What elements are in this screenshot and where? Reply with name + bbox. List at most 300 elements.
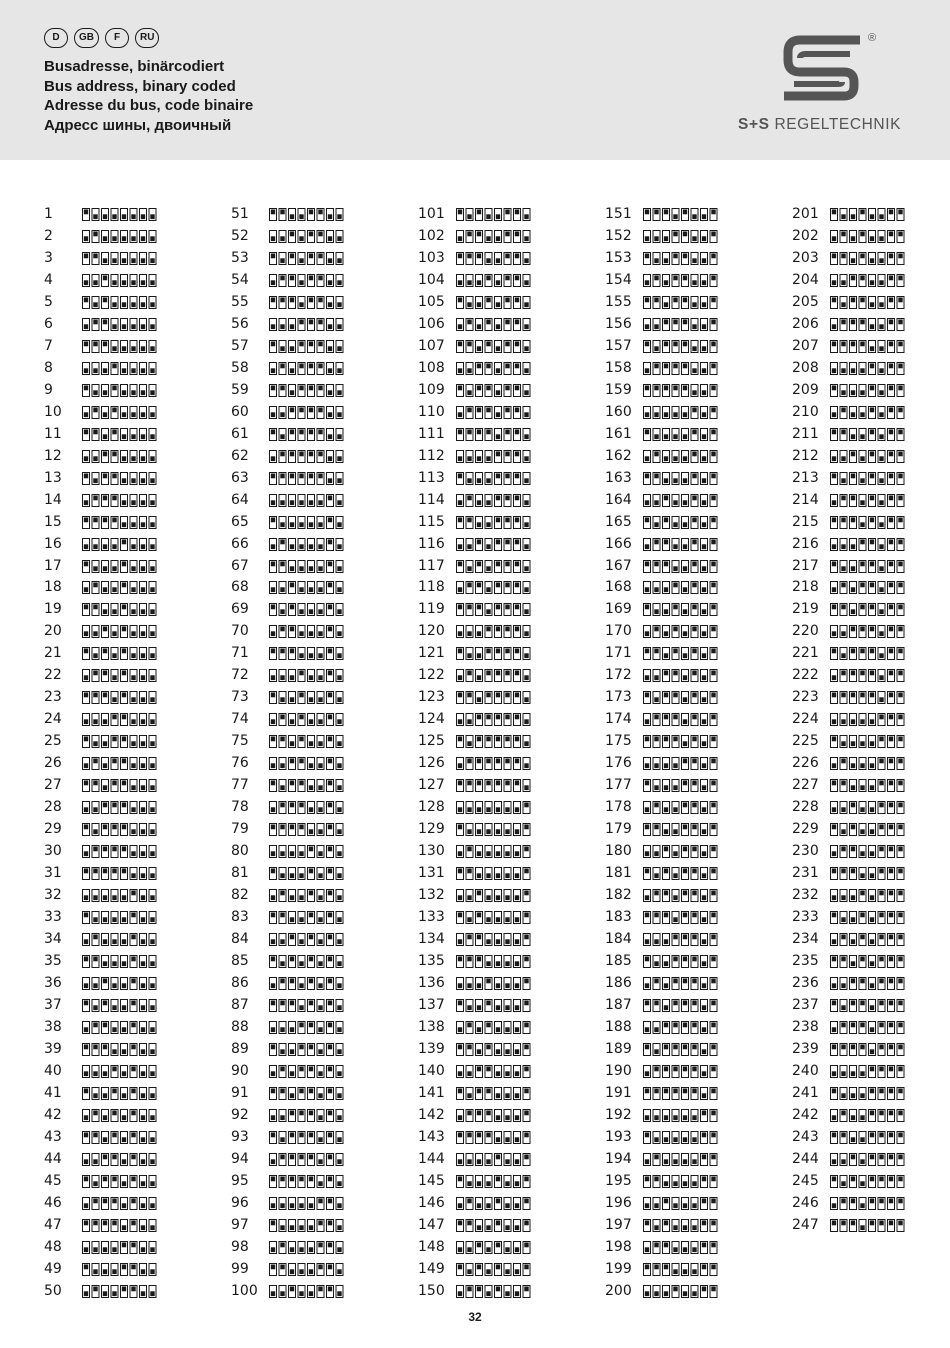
dip-switch-on bbox=[832, 737, 836, 742]
dip-switch-off bbox=[654, 324, 658, 329]
dip-switch-icon bbox=[830, 757, 906, 770]
dip-switch-on bbox=[458, 1132, 462, 1137]
dip-switch-icon bbox=[82, 735, 158, 748]
dip-switch-off bbox=[841, 829, 845, 834]
dip-switch-off bbox=[458, 851, 462, 856]
dip-switch-off bbox=[93, 807, 97, 812]
address-number: 160 bbox=[605, 403, 632, 420]
dip-switch-off bbox=[122, 1027, 126, 1032]
address-row bbox=[231, 1259, 391, 1281]
dip-switch-off bbox=[122, 1225, 126, 1230]
dip-switch-off bbox=[496, 895, 500, 900]
dip-switch-on bbox=[673, 297, 677, 302]
dip-switch-off bbox=[692, 1247, 696, 1252]
dip-switch-on bbox=[290, 781, 294, 786]
address-row bbox=[792, 665, 950, 687]
dip-switch-off bbox=[832, 544, 836, 549]
dip-switch-off bbox=[150, 961, 154, 966]
dip-switch-off bbox=[683, 456, 687, 461]
dip-switch-on bbox=[664, 737, 668, 742]
dip-switch-on bbox=[841, 869, 845, 874]
dip-switch-icon bbox=[82, 1241, 158, 1254]
address-row bbox=[418, 1259, 578, 1281]
dip-switch-on bbox=[299, 693, 303, 698]
dip-switch-off bbox=[702, 742, 706, 747]
dip-switch-off bbox=[280, 786, 284, 791]
dip-switch-off bbox=[841, 742, 845, 747]
address-number: 99 bbox=[231, 1260, 249, 1277]
dip-switch-off bbox=[318, 851, 322, 856]
dip-switch-off bbox=[299, 873, 303, 878]
dip-switch-off bbox=[692, 1269, 696, 1274]
dip-switch-on bbox=[898, 825, 902, 830]
dip-switch-on bbox=[889, 715, 893, 720]
dip-switch-on bbox=[645, 473, 649, 478]
dip-switch-on bbox=[673, 671, 677, 676]
dip-switch-on bbox=[458, 605, 462, 610]
dip-switch-on bbox=[889, 1176, 893, 1181]
dip-switch-on bbox=[898, 1066, 902, 1071]
dip-switch-icon bbox=[82, 472, 158, 485]
address-number: 7 bbox=[44, 337, 53, 354]
dip-switch-off bbox=[280, 1203, 284, 1208]
dip-switch-off bbox=[150, 588, 154, 593]
dip-switch-on bbox=[84, 1264, 88, 1269]
dip-switch-off bbox=[879, 500, 883, 505]
dip-switch-on bbox=[524, 847, 528, 852]
dip-switch-on bbox=[458, 1088, 462, 1093]
dip-switch-off bbox=[299, 214, 303, 219]
address-row bbox=[792, 709, 950, 731]
dip-switch-on bbox=[112, 1176, 116, 1181]
dip-switch-on bbox=[93, 407, 97, 412]
address-row bbox=[418, 1237, 578, 1259]
dip-switch-off bbox=[299, 1225, 303, 1230]
dip-switch-icon bbox=[830, 450, 906, 463]
address-number: 70 bbox=[231, 623, 249, 640]
dip-switch-off bbox=[870, 895, 874, 900]
dip-switch-on bbox=[702, 1132, 706, 1137]
dip-switch-on bbox=[889, 693, 893, 698]
dip-switch-off bbox=[505, 807, 509, 812]
dip-switch-on bbox=[870, 1198, 874, 1203]
dip-switch-off bbox=[496, 917, 500, 922]
ss-logo-icon bbox=[780, 30, 864, 106]
dip-switch-off bbox=[486, 873, 490, 878]
dip-switch-on bbox=[112, 869, 116, 874]
dip-switch-off bbox=[458, 324, 462, 329]
dip-switch-off bbox=[150, 1291, 154, 1296]
address-row bbox=[44, 1061, 204, 1083]
dip-switch-on bbox=[122, 561, 126, 566]
dip-switch-icon bbox=[269, 560, 345, 573]
dip-switch-on bbox=[103, 275, 107, 280]
dip-switch-off bbox=[271, 1247, 275, 1252]
dip-switch-on bbox=[879, 737, 883, 742]
dip-switch-icon bbox=[456, 779, 532, 792]
address-row bbox=[231, 885, 391, 907]
dip-switch-off bbox=[122, 434, 126, 439]
dip-switch-off bbox=[280, 939, 284, 944]
address-row bbox=[44, 797, 204, 819]
dip-switch-on bbox=[112, 451, 116, 456]
dip-switch-off bbox=[93, 1181, 97, 1186]
address-row bbox=[231, 556, 391, 578]
dip-switch-on bbox=[841, 1110, 845, 1115]
dip-switch-icon bbox=[269, 1241, 345, 1254]
dip-switch-on bbox=[328, 1088, 332, 1093]
dip-switch-off bbox=[870, 346, 874, 351]
dip-switch-on bbox=[860, 539, 864, 544]
dip-switch-off bbox=[841, 807, 845, 812]
address-row bbox=[605, 468, 765, 490]
dip-switch-off bbox=[692, 346, 696, 351]
dip-switch-off bbox=[84, 324, 88, 329]
dip-switch-off bbox=[673, 544, 677, 549]
dip-switch-off bbox=[692, 258, 696, 263]
dip-switch-off bbox=[664, 434, 668, 439]
dip-switch-off bbox=[851, 917, 855, 922]
dip-switch-off bbox=[879, 456, 883, 461]
address-number: 150 bbox=[418, 1282, 445, 1299]
dip-switch-off bbox=[486, 214, 490, 219]
dip-switch-on bbox=[84, 429, 88, 434]
address-row bbox=[44, 841, 204, 863]
dip-switch-off bbox=[505, 1005, 509, 1010]
dip-switch-on bbox=[103, 1198, 107, 1203]
address-number: 214 bbox=[792, 491, 819, 508]
dip-switch-off bbox=[870, 961, 874, 966]
dip-switch-off bbox=[654, 434, 658, 439]
dip-switch-off bbox=[328, 258, 332, 263]
address-number: 216 bbox=[792, 535, 819, 552]
dip-switch-on bbox=[664, 891, 668, 896]
dip-switch-on bbox=[458, 385, 462, 390]
address-row bbox=[792, 599, 950, 621]
dip-switch-on bbox=[879, 1000, 883, 1005]
dip-switch-off bbox=[318, 742, 322, 747]
address-row bbox=[44, 380, 204, 402]
dip-switch-off bbox=[150, 742, 154, 747]
dip-switch-on bbox=[898, 1154, 902, 1159]
dip-switch-off bbox=[141, 390, 145, 395]
dip-switch-off bbox=[141, 478, 145, 483]
dip-switch-off bbox=[112, 1247, 116, 1252]
dip-switch-on bbox=[645, 1132, 649, 1137]
dip-switch-on bbox=[309, 385, 313, 390]
dip-switch-on bbox=[309, 407, 313, 412]
dip-switch-off bbox=[458, 368, 462, 373]
address-number: 85 bbox=[231, 952, 249, 969]
dip-switch-off bbox=[702, 544, 706, 549]
dip-switch-on bbox=[692, 737, 696, 742]
dip-switch-off bbox=[84, 895, 88, 900]
address-row bbox=[418, 687, 578, 709]
dip-switch-off bbox=[131, 302, 135, 307]
dip-switch-on bbox=[93, 1220, 97, 1225]
dip-switch-on bbox=[683, 891, 687, 896]
address-number: 229 bbox=[792, 821, 819, 838]
dip-switch-on bbox=[299, 671, 303, 676]
dip-switch-off bbox=[337, 412, 341, 417]
address-row bbox=[231, 1281, 391, 1303]
dip-switch-icon bbox=[456, 1241, 532, 1254]
dip-switch-off bbox=[683, 1181, 687, 1186]
dip-switch-on bbox=[832, 429, 836, 434]
dip-switch-on bbox=[683, 803, 687, 808]
dip-switch-on bbox=[711, 605, 715, 610]
dip-switch-off bbox=[673, 1269, 677, 1274]
dip-switch-off bbox=[84, 764, 88, 769]
dip-switch-on bbox=[280, 649, 284, 654]
dip-switch-off bbox=[122, 961, 126, 966]
dip-switch-off bbox=[683, 1137, 687, 1142]
dip-switch-on bbox=[683, 385, 687, 390]
dip-switch-off bbox=[337, 829, 341, 834]
dip-switch-off bbox=[150, 764, 154, 769]
dip-switch-on bbox=[664, 385, 668, 390]
dip-switch-off bbox=[515, 873, 519, 878]
dip-switch-on bbox=[103, 649, 107, 654]
dip-switch-on bbox=[112, 385, 116, 390]
dip-switch-off bbox=[131, 214, 135, 219]
dip-switch-off bbox=[841, 895, 845, 900]
dip-switch-on bbox=[870, 429, 874, 434]
dip-switch-icon bbox=[269, 713, 345, 726]
dip-switch-on bbox=[889, 1220, 893, 1225]
dip-switch-off bbox=[486, 1269, 490, 1274]
dip-switch-off bbox=[692, 280, 696, 285]
brand-name bbox=[738, 116, 901, 134]
dip-switch-off bbox=[467, 1269, 471, 1274]
dip-switch-on bbox=[131, 978, 135, 983]
dip-switch-off bbox=[93, 983, 97, 988]
dip-switch-on bbox=[299, 715, 303, 720]
dip-switch-on bbox=[841, 495, 845, 500]
dip-switch-icon bbox=[830, 1065, 906, 1078]
address-row bbox=[418, 1039, 578, 1061]
dip-switch-on bbox=[458, 913, 462, 918]
dip-switch-off bbox=[524, 566, 528, 571]
dip-switch-icon bbox=[643, 647, 719, 660]
dip-switch-icon bbox=[643, 1087, 719, 1100]
address-row bbox=[44, 358, 204, 380]
dip-switch-on bbox=[664, 693, 668, 698]
dip-switch-on bbox=[851, 517, 855, 522]
address-row bbox=[418, 951, 578, 973]
dip-switch-off bbox=[328, 236, 332, 241]
dip-switch-on bbox=[103, 1044, 107, 1049]
dip-switch-icon bbox=[456, 647, 532, 660]
dip-switch-on bbox=[467, 1022, 471, 1027]
dip-switch-off bbox=[496, 851, 500, 856]
dip-switch-off bbox=[654, 610, 658, 615]
dip-switch-off bbox=[318, 1027, 322, 1032]
dip-switch-icon bbox=[82, 669, 158, 682]
address-number: 133 bbox=[418, 909, 445, 926]
dip-switch-on bbox=[692, 869, 696, 874]
dip-switch-off bbox=[337, 324, 341, 329]
dip-switch-on bbox=[328, 1132, 332, 1137]
dip-switch-on bbox=[328, 978, 332, 983]
dip-switch-off bbox=[832, 500, 836, 505]
address-number: 100 bbox=[231, 1282, 258, 1299]
dip-switch-icon bbox=[643, 296, 719, 309]
dip-switch-on bbox=[664, 319, 668, 324]
dip-switch-icon bbox=[269, 1285, 345, 1298]
dip-switch-on bbox=[112, 847, 116, 852]
dip-switch-off bbox=[505, 829, 509, 834]
dip-switch-off bbox=[870, 302, 874, 307]
dip-switch-icon bbox=[269, 823, 345, 836]
dip-switch-off bbox=[505, 873, 509, 878]
dip-switch-off bbox=[692, 324, 696, 329]
dip-switch-on bbox=[524, 935, 528, 940]
dip-switch-on bbox=[898, 231, 902, 236]
dip-switch-on bbox=[860, 935, 864, 940]
dip-switch-on bbox=[841, 605, 845, 610]
dip-switch-on bbox=[271, 1088, 275, 1093]
dip-switch-icon bbox=[643, 1263, 719, 1276]
dip-switch-off bbox=[702, 1071, 706, 1076]
address-number: 122 bbox=[418, 667, 445, 684]
dip-switch-on bbox=[860, 253, 864, 258]
dip-switch-off bbox=[131, 654, 135, 659]
dip-switch-on bbox=[93, 605, 97, 610]
address-row bbox=[792, 1039, 950, 1061]
address-row bbox=[44, 1281, 204, 1303]
dip-switch-on bbox=[299, 1176, 303, 1181]
address-row bbox=[792, 204, 950, 226]
dip-switch-icon bbox=[456, 1087, 532, 1100]
dip-switch-on bbox=[486, 1044, 490, 1049]
dip-switch-off bbox=[122, 1181, 126, 1186]
dip-switch-on bbox=[860, 627, 864, 632]
dip-switch-on bbox=[851, 869, 855, 874]
address-row bbox=[792, 556, 950, 578]
address-row bbox=[231, 402, 391, 424]
dip-switch-off bbox=[841, 456, 845, 461]
address-number: 235 bbox=[792, 952, 819, 969]
dip-switch-on bbox=[486, 297, 490, 302]
address-row bbox=[231, 731, 391, 753]
dip-switch-off bbox=[702, 654, 706, 659]
dip-switch-on bbox=[122, 671, 126, 676]
dip-switch-on bbox=[112, 429, 116, 434]
dip-switch-icon bbox=[830, 274, 906, 287]
dip-switch-off bbox=[131, 280, 135, 285]
dip-switch-off bbox=[150, 302, 154, 307]
dip-switch-off bbox=[271, 939, 275, 944]
address-number: 137 bbox=[418, 996, 445, 1013]
dip-switch-on bbox=[486, 275, 490, 280]
address-number: 61 bbox=[231, 425, 249, 442]
dip-switch-on bbox=[122, 803, 126, 808]
address-number: 210 bbox=[792, 403, 819, 420]
dip-switch-on bbox=[889, 429, 893, 434]
address-row bbox=[418, 885, 578, 907]
dip-switch-on bbox=[673, 1066, 677, 1071]
address-row bbox=[44, 863, 204, 885]
dip-switch-off bbox=[870, 324, 874, 329]
dip-switch-on bbox=[851, 1176, 855, 1181]
address-row bbox=[231, 490, 391, 512]
dip-switch-off bbox=[841, 720, 845, 725]
dip-switch-on bbox=[131, 891, 135, 896]
dip-switch-off bbox=[645, 939, 649, 944]
address-row bbox=[418, 314, 578, 336]
address-row bbox=[418, 929, 578, 951]
dip-switch-on bbox=[290, 407, 294, 412]
dip-switch-off bbox=[318, 917, 322, 922]
address-number: 37 bbox=[44, 996, 62, 1013]
dip-switch-off bbox=[290, 522, 294, 527]
dip-switch-on bbox=[832, 781, 836, 786]
dip-switch-on bbox=[879, 1066, 883, 1071]
dip-switch-on bbox=[290, 825, 294, 830]
dip-switch-on bbox=[711, 715, 715, 720]
dip-switch-on bbox=[524, 1088, 528, 1093]
dip-switch-on bbox=[477, 429, 481, 434]
dip-switch-icon bbox=[456, 230, 532, 243]
dip-switch-off bbox=[683, 698, 687, 703]
address-number: 187 bbox=[605, 996, 632, 1013]
dip-switch-off bbox=[150, 1159, 154, 1164]
dip-switch-off bbox=[673, 1181, 677, 1186]
dip-switch-icon bbox=[269, 691, 345, 704]
dip-switch-off bbox=[290, 368, 294, 373]
dip-switch-off bbox=[112, 632, 116, 637]
dip-switch-on bbox=[486, 1132, 490, 1137]
address-number: 168 bbox=[605, 579, 632, 596]
dip-switch-off bbox=[486, 478, 490, 483]
dip-switch-on bbox=[889, 297, 893, 302]
dip-switch-on bbox=[870, 1220, 874, 1225]
dip-switch-off bbox=[150, 522, 154, 527]
dip-switch-on bbox=[673, 253, 677, 258]
dip-switch-off bbox=[702, 720, 706, 725]
dip-switch-off bbox=[486, 456, 490, 461]
address-row bbox=[44, 951, 204, 973]
dip-switch-on bbox=[841, 781, 845, 786]
dip-switch-off bbox=[879, 588, 883, 593]
dip-switch-off bbox=[664, 786, 668, 791]
dip-switch-off bbox=[467, 566, 471, 571]
address-row bbox=[605, 248, 765, 270]
dip-switch-off bbox=[150, 698, 154, 703]
dip-switch-off bbox=[505, 917, 509, 922]
dip-switch-on bbox=[505, 627, 509, 632]
dip-switch-off bbox=[131, 324, 135, 329]
dip-switch-icon bbox=[82, 757, 158, 770]
dip-switch-off bbox=[112, 544, 116, 549]
address-number: 8 bbox=[44, 359, 53, 376]
dip-switch-on bbox=[692, 583, 696, 588]
dip-switch-off bbox=[337, 1203, 341, 1208]
dip-switch-on bbox=[898, 649, 902, 654]
language-badge-ru: RU bbox=[135, 28, 159, 48]
dip-switch-off bbox=[515, 1027, 519, 1032]
dip-switch-off bbox=[103, 588, 107, 593]
dip-switch-off bbox=[337, 1247, 341, 1252]
dip-switch-off bbox=[673, 1137, 677, 1142]
dip-switch-icon bbox=[643, 428, 719, 441]
dip-switch-icon bbox=[456, 208, 532, 221]
address-row bbox=[44, 490, 204, 512]
address-number: 74 bbox=[231, 711, 249, 728]
dip-switch-on bbox=[692, 649, 696, 654]
dip-switch-on bbox=[271, 1000, 275, 1005]
